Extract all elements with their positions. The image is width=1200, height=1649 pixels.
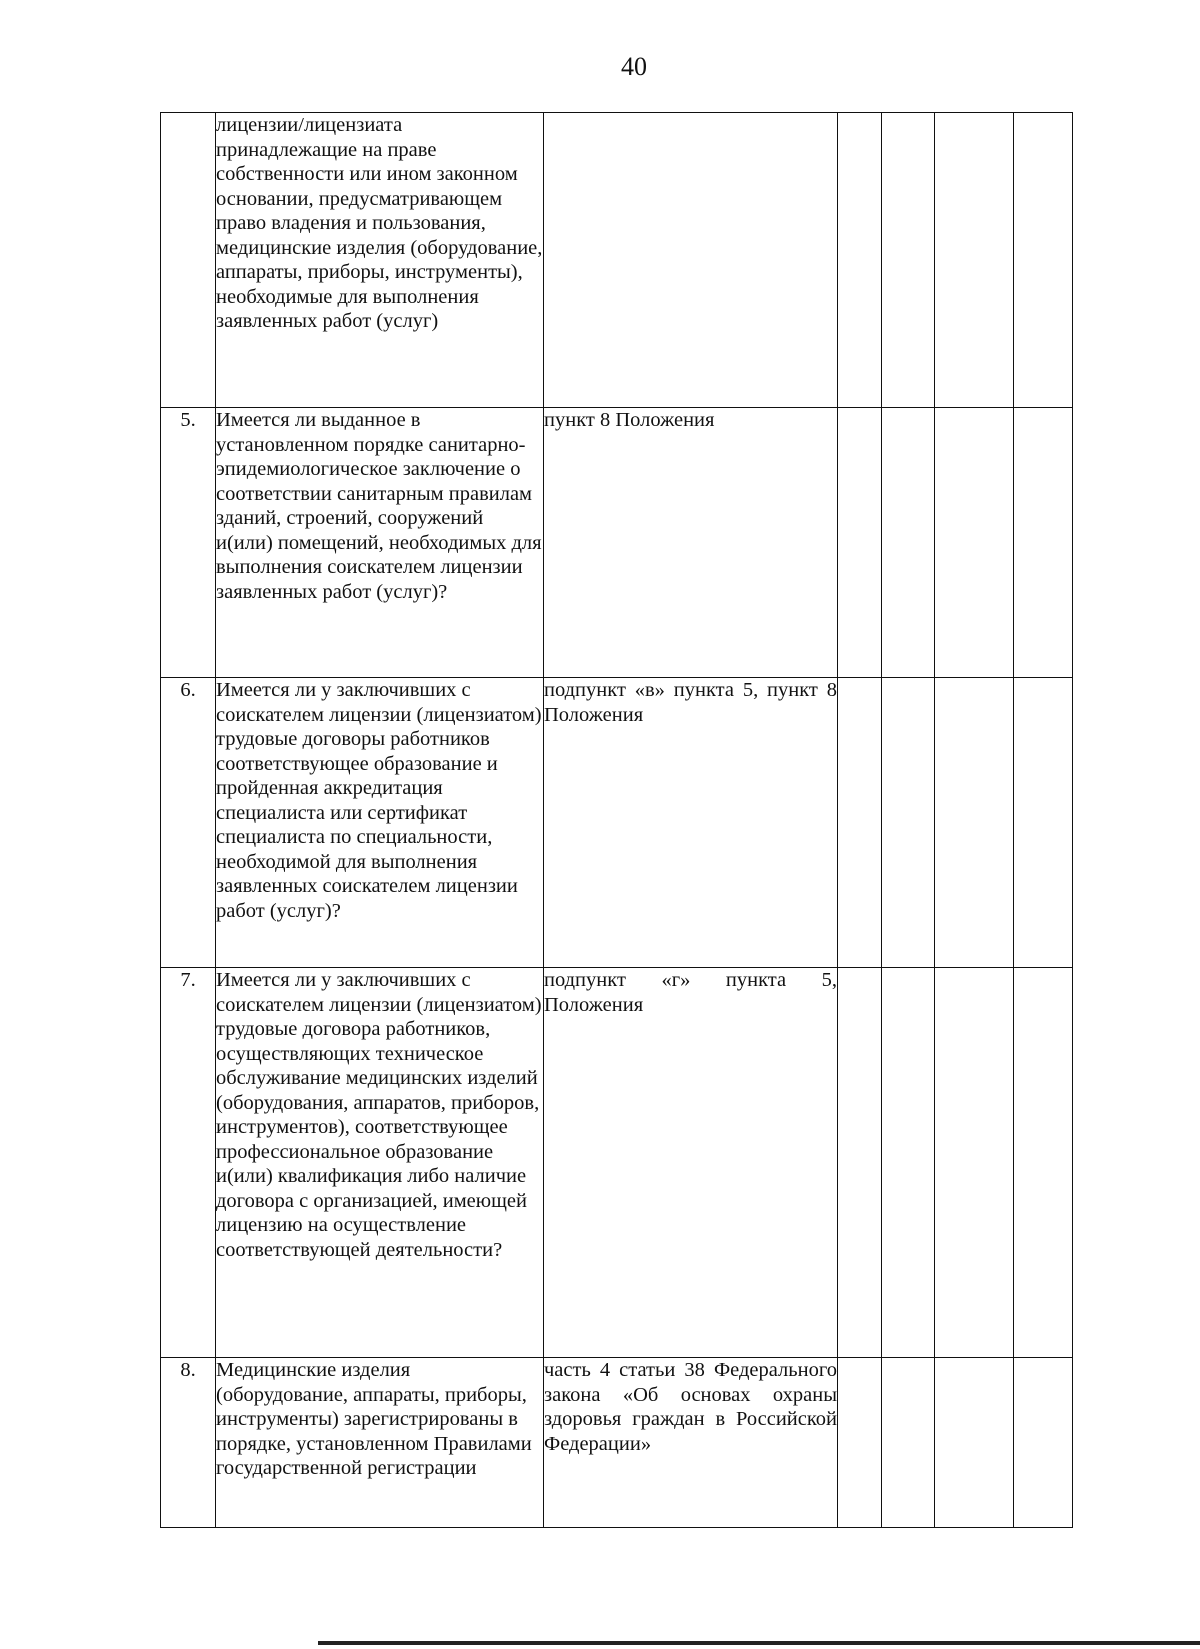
row-number [161,113,216,408]
answer-cell [935,678,1014,968]
row-number: 8. [161,1358,216,1528]
answer-cell [935,1358,1014,1528]
answer-cell [882,408,935,678]
scan-edge-line [318,1641,1200,1645]
answer-cell [838,1358,882,1528]
legal-reference: подпункт «г» пункта 5, Положения [544,968,838,1358]
answer-cell [838,408,882,678]
page-number: 40 [621,52,647,81]
requirement-text: Имеется ли у заключивших с соискателем лицензии (лицензиатом) трудовые договора работников, осуществляющих техническое обслуживание медицинских изделий (оборудования, аппаратов, приборов, инструментов), соответствующее профессиональное образование и(или) квалификация либо наличие договора с организацией, имеющей лицензию на осуществление соответствующей деятельности? [216,968,544,1358]
answer-cell [882,968,935,1358]
row-number: 7. [161,968,216,1358]
row-number: 6. [161,678,216,968]
answer-cell [935,113,1014,408]
answer-cell [838,678,882,968]
table-row [161,113,1073,408]
answer-cell [838,968,882,1358]
answer-cell [1014,408,1073,678]
answer-cell [1014,1358,1073,1528]
row-number: 5. [161,408,216,678]
requirement-text: Имеется ли выданное в установленном порядке санитарно-эпидемиологическое заключение о соответствии санитарным правилам зданий, строений, сооружений и(или) помещений, необходимых для выполнения соискателем лицензии заявленных работ (услуг)? [216,408,544,678]
answer-cell [882,678,935,968]
checklist-table [160,112,1073,1528]
answer-cell [1014,678,1073,968]
answer-cell [838,113,882,408]
answer-cell [935,408,1014,678]
answer-cell [882,113,935,408]
legal-reference: подпункт «в» пункта 5, пункт 8 Положения [544,678,838,968]
answer-cell [882,1358,935,1528]
requirement-text: Медицинские изделия (оборудование, аппараты, приборы, инструменты) зарегистрированы в порядке, установленном Правилами государственной регистрации [216,1358,544,1528]
legal-reference [544,113,838,408]
table-row [161,1358,1073,1528]
answer-cell [935,968,1014,1358]
answer-cell [1014,113,1073,408]
requirement-text: Имеется ли у заключивших с соискателем лицензии (лицензиатом) трудовые договоры работников соответствующее образование и пройденная аккредитация специалиста или сертификат специалиста по специальности, необходимой для выполнения заявленных соискателем лицензии работ (услуг)? [216,678,544,968]
requirement-text: лицензии/лицензиата принадлежащие на праве собственности или ином законном основании, предусматривающем право владения и пользования, медицинские изделия (оборудование, аппараты, приборы, инструменты), необходимые для выполнения заявленных работ (услуг) [216,113,544,408]
legal-reference: часть 4 статьи 38 Федерального закона «Об основах охраны здоровья граждан в Российской Федерации» [544,1358,838,1528]
table-row [161,678,1073,968]
answer-cell [1014,968,1073,1358]
table-row [161,408,1073,678]
table-row [161,968,1073,1358]
legal-reference: пункт 8 Положения [544,408,838,678]
